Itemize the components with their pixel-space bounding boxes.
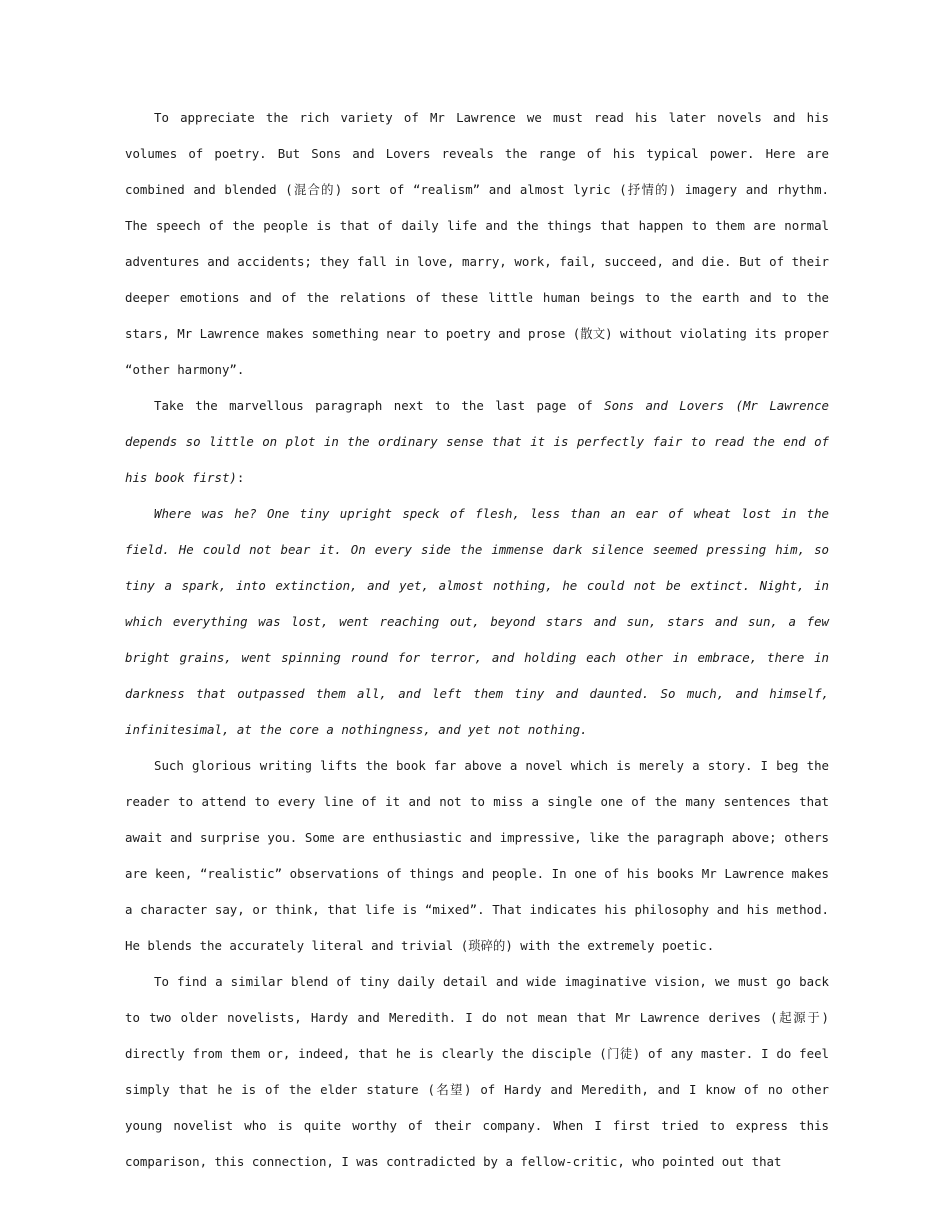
paragraph-text: Take the marvellous paragraph next to the last page of — [154, 398, 605, 413]
paragraph-realism: To appreciate the rich variety of Mr Lawrence we must read his later novels and his volumes of poetry. But Sons and Lovers reveals the range of his typical power. Here are combined and blended (混合的) sort of “realism” and almost lyric (抒情的) imagery and rhythm. The speech of the people is that of daily life and the things that happen to them are normal adventures and accidents; they fall in love, marry, work, fail, succeed, and die. But of their deeper emotions and of the relations of these little human beings to the earth and to the stars, Mr Lawrence makes something near to poetry and prose (散文) without violating its proper “other harmony”. — [125, 110, 829, 377]
quoted-passage: Where was he? One tiny upright speck of flesh, less than an ear of wheat lost in the field. He could not bear it. On every side the immense dark silence seemed pressing him, so tiny a spark, into extinction, and yet, almost nothing, he could not be extinct. Night, in which everything was lost, went reaching out, beyond stars and sun, stars and sun, a few bright grains, went spinning round for terror, and holding each other in embrace, there in darkness that outpassed them all, and left them tiny and daunted. So much, and himself, infinitesimal, at the core a nothingness, and yet not nothing. — [125, 506, 829, 737]
paragraph-hardy-meredith: To find a similar blend of tiny daily detail and wide imaginative vision, we must go back to two older novelists, Hardy and Meredith. I do not mean that Mr Lawrence derives (起源于) directly from them or, indeed, that he is clearly the disciple (门徒) of any master. I do feel simply that he is of the elder stature (名望) of Hardy and Meredith, and I know of no other young novelist who is quite worthy of their company. When I first tried to express this comparison, this connection, I was contradicted by a fellow-critic, who pointed out that — [125, 974, 829, 1169]
paragraph-glorious-writing: Such glorious writing lifts the book far above a novel which is merely a story. I beg the reader to attend to every line of it and not to miss a single one of the many sentences that await and surprise you. Some are enthusiastic and impressive, like the paragraph above; others are keen, “realistic” observations of things and people. In one of his books Mr Lawrence makes a character say, or think, that life is “mixed”. That indicates his philosophy and his method. He blends the accurately literal and trivial (琐碎的) with the extremely poetic. — [125, 758, 829, 953]
italic-book-note: Sons and Lovers (Mr Lawrence depends so little on plot in the ordinary sense that it is perfectly fair to read the end of his book first) — [125, 398, 829, 485]
paragraph-text: : — [236, 470, 245, 485]
paragraph-take-marvellous — [125, 388, 829, 496]
document-body — [125, 100, 829, 1180]
